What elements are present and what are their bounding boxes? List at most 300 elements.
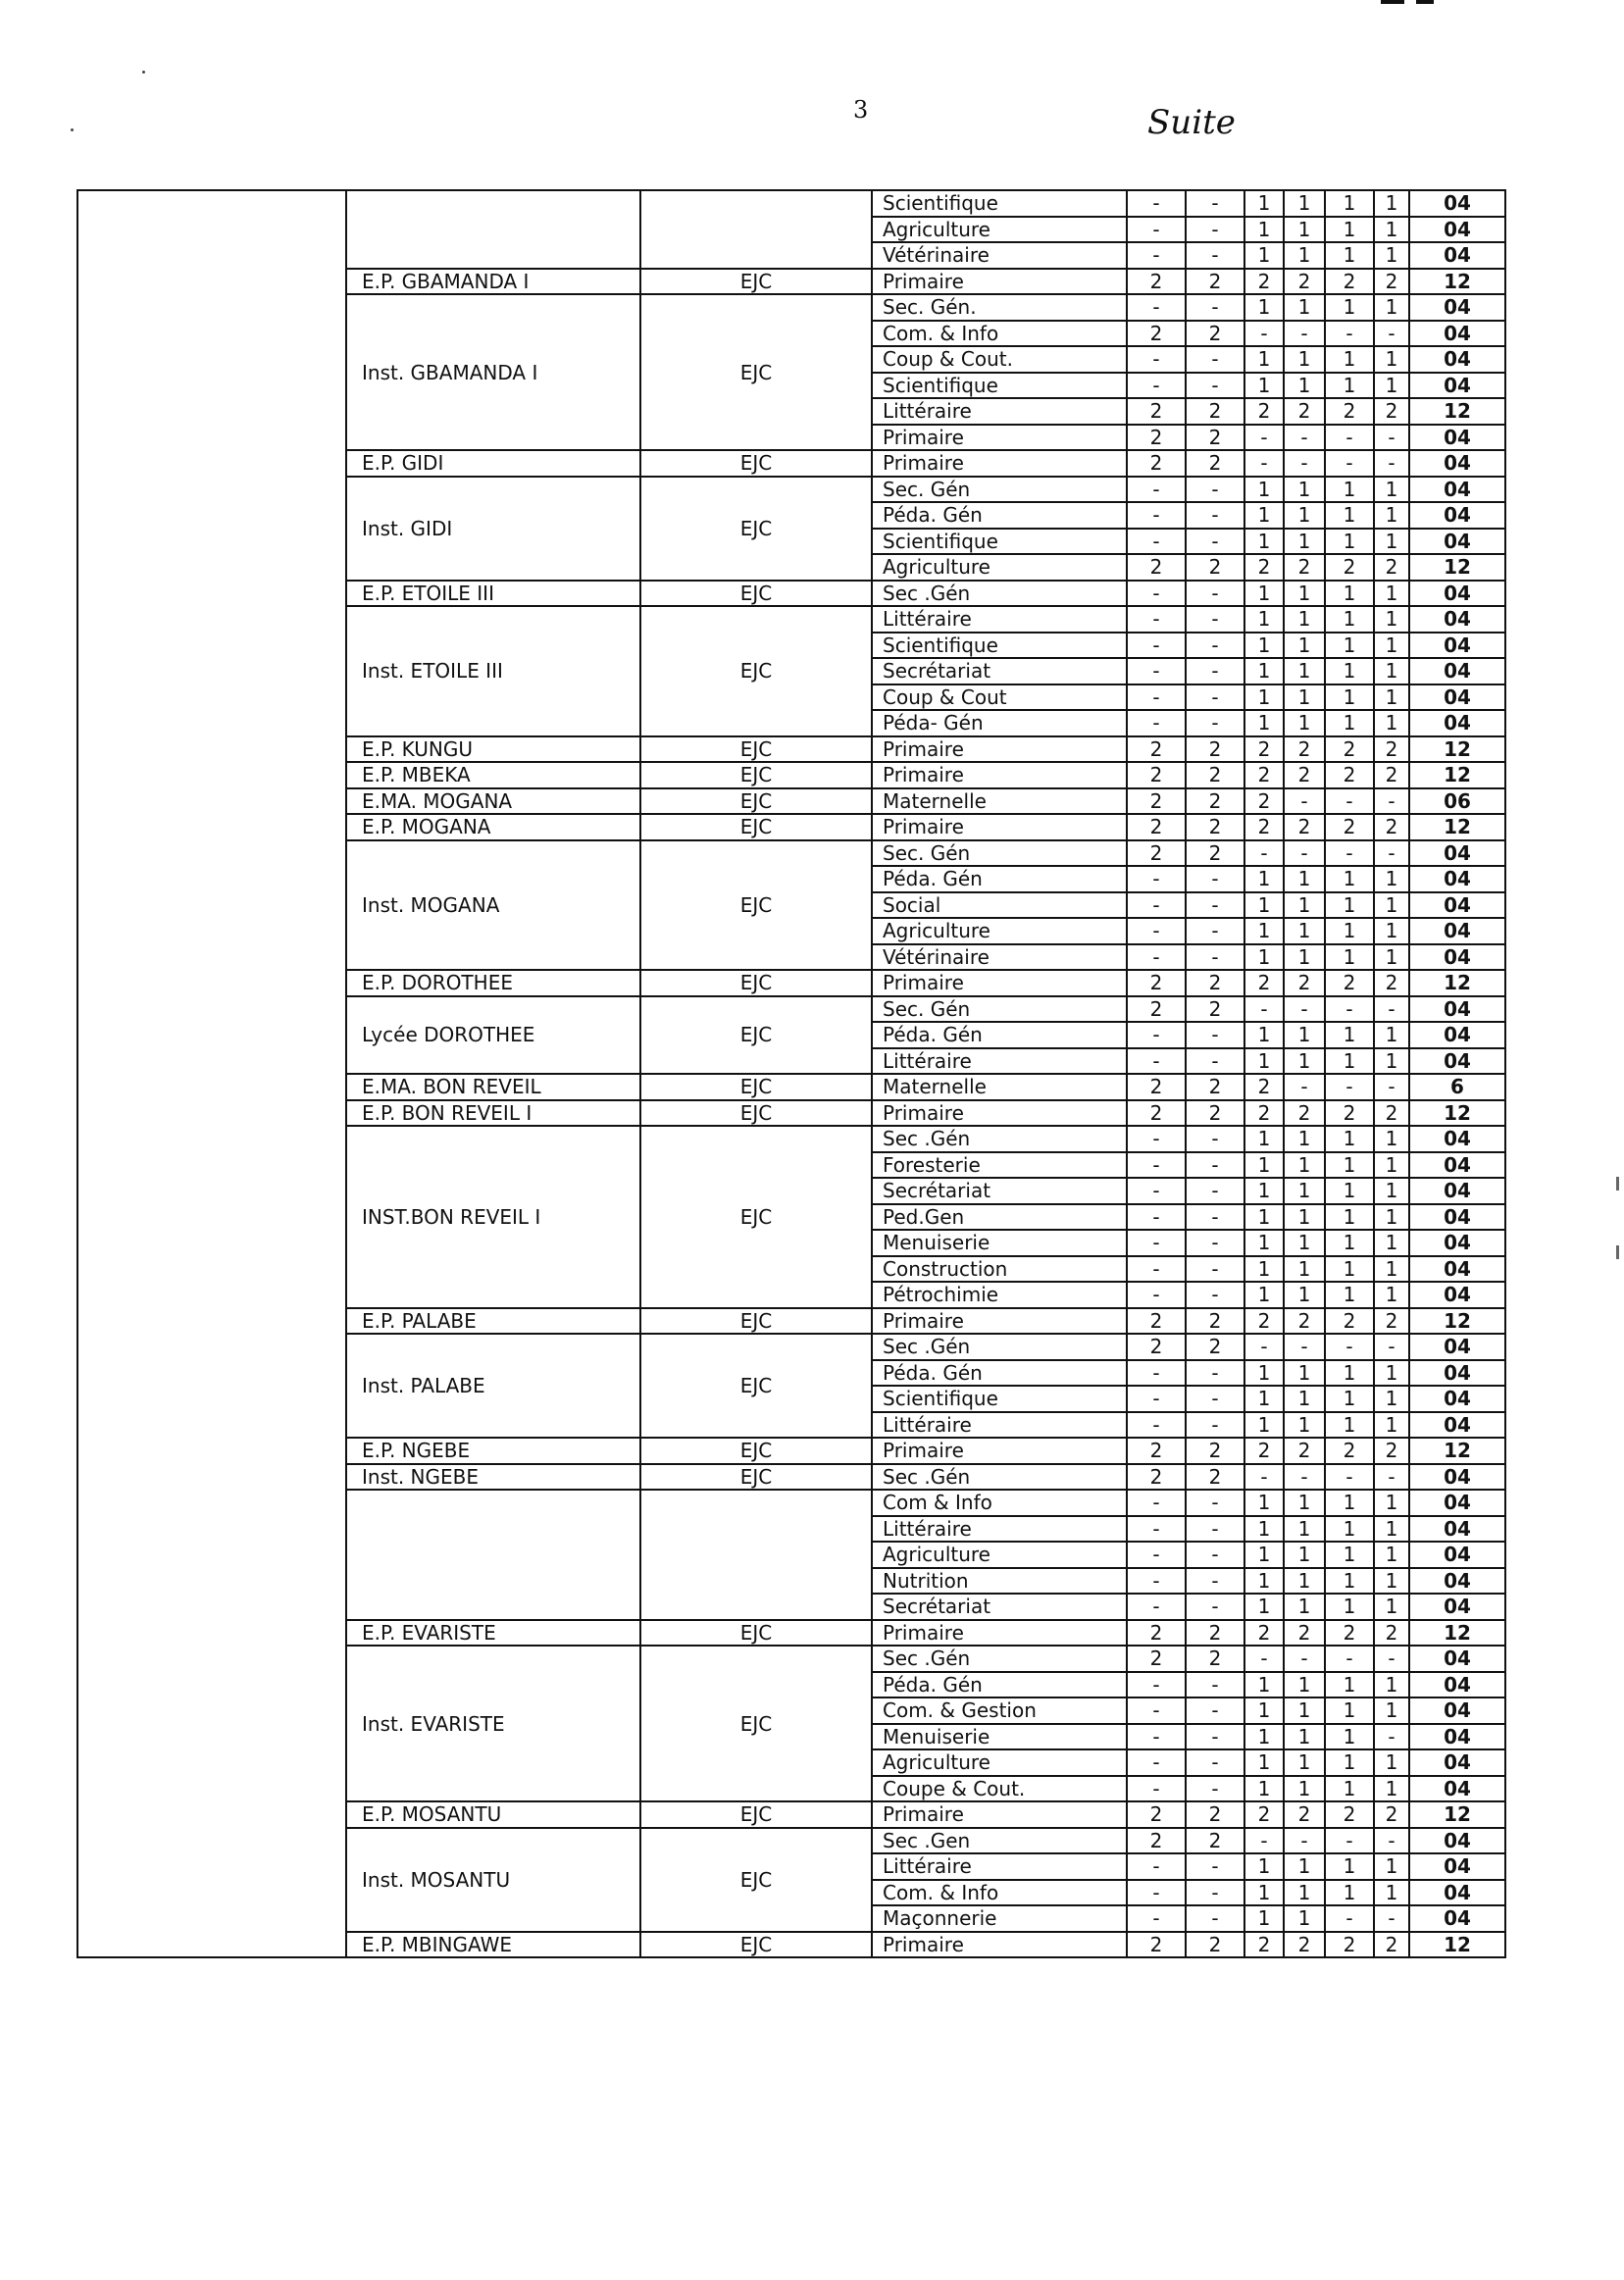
school-name-cell: E.P. PALABE (346, 1308, 640, 1335)
option-cell: Agriculture (872, 217, 1127, 243)
class-count-cell: - (1186, 892, 1244, 919)
total-cell: 04 (1409, 944, 1505, 971)
option-cell: Péda. Gén (872, 866, 1127, 892)
class-count-cell: 1 (1325, 1152, 1374, 1179)
class-count-cell: - (1127, 918, 1186, 944)
class-count-cell: - (1186, 1880, 1244, 1906)
option-cell: Sec. Gén (872, 996, 1127, 1023)
option-cell: Primaire (872, 1932, 1127, 1958)
class-count-cell: 1 (1244, 1282, 1284, 1308)
class-count-cell: 2 (1244, 814, 1284, 840)
class-count-cell: - (1244, 996, 1284, 1023)
class-count-cell: 1 (1284, 1490, 1325, 1516)
class-count-cell: - (1186, 1672, 1244, 1698)
class-count-cell: 1 (1374, 1022, 1409, 1048)
class-count-cell: - (1284, 1646, 1325, 1672)
total-cell: 04 (1409, 1126, 1505, 1152)
option-cell: Coup & Cout (872, 684, 1127, 711)
school-name-cell: Inst. MOSANTU (346, 1828, 640, 1932)
option-cell: Péda. Gén (872, 1672, 1127, 1698)
class-count-cell: 2 (1127, 1438, 1186, 1464)
class-count-cell: 1 (1374, 1594, 1409, 1620)
total-cell: 04 (1409, 1412, 1505, 1439)
option-cell: Littéraire (872, 1048, 1127, 1075)
class-count-cell: - (1127, 1282, 1186, 1308)
class-count-cell: 1 (1325, 658, 1374, 684)
class-count-cell: 1 (1325, 1386, 1374, 1412)
option-cell: Coup & Cout. (872, 346, 1127, 373)
total-cell: 04 (1409, 1905, 1505, 1932)
class-count-cell: 2 (1325, 269, 1374, 295)
class-count-cell: - (1186, 1749, 1244, 1776)
class-count-cell: - (1127, 346, 1186, 373)
class-count-cell: - (1127, 1230, 1186, 1256)
page-number: 3 (853, 96, 869, 124)
class-count-cell: 2 (1244, 736, 1284, 763)
class-count-cell: 2 (1284, 1801, 1325, 1828)
total-cell: 04 (1409, 684, 1505, 711)
total-cell: 04 (1409, 294, 1505, 321)
total-cell: 04 (1409, 1178, 1505, 1204)
class-count-cell: - (1186, 1568, 1244, 1595)
total-cell: 12 (1409, 554, 1505, 581)
option-cell: Péda. Gén (872, 1360, 1127, 1387)
class-count-cell: - (1284, 788, 1325, 815)
class-count-cell: 2 (1284, 1620, 1325, 1647)
class-count-cell: 1 (1325, 1749, 1374, 1776)
class-count-cell: 1 (1244, 1152, 1284, 1179)
school-name-cell: E.P. MOGANA (346, 814, 640, 840)
total-cell: 04 (1409, 710, 1505, 736)
option-cell: Com. & Info (872, 321, 1127, 347)
class-count-cell: 1 (1374, 1776, 1409, 1802)
class-count-cell: 2 (1284, 1932, 1325, 1958)
regime-cell: EJC (640, 1100, 872, 1127)
class-count-cell: - (1127, 373, 1186, 399)
total-cell: 12 (1409, 762, 1505, 788)
class-count-cell: 1 (1374, 1490, 1409, 1516)
class-count-cell: 1 (1374, 1542, 1409, 1568)
total-cell: 04 (1409, 892, 1505, 919)
class-count-cell: 2 (1186, 1334, 1244, 1360)
school-name-cell: E.P. MBINGAWE (346, 1932, 640, 1958)
class-count-cell: 2 (1244, 398, 1284, 425)
class-count-cell: 2 (1325, 1100, 1374, 1127)
school-name-cell: Inst. GIDI (346, 477, 640, 581)
total-cell: 04 (1409, 1282, 1505, 1308)
class-count-cell: 1 (1325, 1256, 1374, 1283)
class-count-cell: 2 (1284, 398, 1325, 425)
class-count-cell: - (1186, 1152, 1244, 1179)
class-count-cell: - (1127, 1490, 1186, 1516)
class-count-cell: 1 (1325, 477, 1374, 503)
regime-cell: EJC (640, 736, 872, 763)
class-count-cell: 1 (1284, 346, 1325, 373)
class-count-cell: 1 (1374, 1256, 1409, 1283)
class-count-cell: - (1325, 321, 1374, 347)
class-count-cell: 1 (1374, 892, 1409, 919)
class-count-cell: 1 (1244, 684, 1284, 711)
class-count-cell: - (1127, 1853, 1186, 1880)
class-count-cell: 1 (1284, 710, 1325, 736)
class-count-cell: - (1186, 944, 1244, 971)
class-count-cell: 2 (1127, 1801, 1186, 1828)
class-count-cell: 1 (1284, 1697, 1325, 1724)
class-count-cell: 1 (1325, 892, 1374, 919)
class-count-cell: 2 (1244, 1801, 1284, 1828)
class-count-cell: - (1374, 450, 1409, 477)
class-count-cell: 1 (1374, 529, 1409, 555)
class-count-cell: 1 (1374, 1126, 1409, 1152)
class-count-cell: 2 (1186, 814, 1244, 840)
class-count-cell: 2 (1127, 788, 1186, 815)
option-cell: Scientifique (872, 529, 1127, 555)
class-count-cell: 1 (1325, 684, 1374, 711)
class-count-cell: - (1127, 1776, 1186, 1802)
class-count-cell: - (1186, 1048, 1244, 1075)
option-cell: Sec. Gén. (872, 294, 1127, 321)
class-count-cell: 2 (1186, 425, 1244, 451)
regime-cell: EJC (640, 840, 872, 971)
class-count-cell: - (1127, 1905, 1186, 1932)
class-count-cell: 1 (1374, 633, 1409, 659)
school-name-cell: E.P. GBAMANDA I (346, 269, 640, 295)
total-cell: 04 (1409, 1568, 1505, 1595)
class-count-cell: 1 (1284, 1905, 1325, 1932)
class-count-cell: - (1244, 321, 1284, 347)
class-count-cell: - (1127, 1880, 1186, 1906)
total-cell: 04 (1409, 1360, 1505, 1387)
class-count-cell: 1 (1284, 1282, 1325, 1308)
class-count-cell: - (1325, 450, 1374, 477)
class-count-cell: 2 (1325, 1932, 1374, 1958)
class-count-cell: 1 (1244, 1126, 1284, 1152)
class-count-cell: - (1186, 1230, 1244, 1256)
class-count-cell: 2 (1284, 1438, 1325, 1464)
class-count-cell: 1 (1284, 294, 1325, 321)
school-name-cell: Inst. MOGANA (346, 840, 640, 971)
school-name-cell: E.P. EVARISTE (346, 1620, 640, 1647)
total-cell: 04 (1409, 1542, 1505, 1568)
class-count-cell: - (1325, 1646, 1374, 1672)
class-count-cell: 1 (1284, 892, 1325, 919)
class-count-cell: - (1186, 1126, 1244, 1152)
school-name-cell: E.MA. MOGANA (346, 788, 640, 815)
class-count-cell: 2 (1244, 970, 1284, 996)
total-cell: 04 (1409, 1048, 1505, 1075)
regime-cell (640, 1490, 872, 1620)
total-cell: 04 (1409, 581, 1505, 607)
class-count-cell: 2 (1127, 736, 1186, 763)
class-count-cell: - (1127, 1412, 1186, 1439)
option-cell: Littéraire (872, 1516, 1127, 1543)
total-cell: 04 (1409, 477, 1505, 503)
regime-cell: EJC (640, 1308, 872, 1335)
total-cell: 04 (1409, 866, 1505, 892)
class-count-cell: 1 (1244, 1853, 1284, 1880)
option-cell: Sec. Gén (872, 840, 1127, 867)
class-count-cell: - (1186, 658, 1244, 684)
class-count-cell: 1 (1284, 684, 1325, 711)
class-count-cell: - (1374, 1074, 1409, 1100)
class-count-cell: 2 (1284, 762, 1325, 788)
class-count-cell: 2 (1374, 1438, 1409, 1464)
class-count-cell: - (1186, 606, 1244, 633)
class-count-cell: - (1325, 1828, 1374, 1854)
class-count-cell: - (1284, 996, 1325, 1023)
option-cell: Sec .Gén (872, 1334, 1127, 1360)
school-name-cell: Inst. EVARISTE (346, 1646, 640, 1801)
class-count-cell: 1 (1374, 373, 1409, 399)
class-count-cell: 1 (1325, 1230, 1374, 1256)
option-cell: Primaire (872, 736, 1127, 763)
class-count-cell: 2 (1127, 1828, 1186, 1854)
class-count-cell: 1 (1374, 1152, 1409, 1179)
class-count-cell: 1 (1244, 633, 1284, 659)
option-cell: Coupe & Cout. (872, 1776, 1127, 1802)
class-count-cell: - (1284, 1074, 1325, 1100)
scan-edge-mark (1616, 1177, 1619, 1191)
class-count-cell: 2 (1374, 554, 1409, 581)
class-count-cell: - (1186, 684, 1244, 711)
class-count-cell: 2 (1325, 1801, 1374, 1828)
class-count-cell: - (1186, 1360, 1244, 1387)
class-count-cell: 2 (1127, 762, 1186, 788)
class-count-cell: - (1325, 788, 1374, 815)
option-cell: Vétérinaire (872, 944, 1127, 971)
class-count-cell: 1 (1374, 346, 1409, 373)
class-count-cell: - (1284, 450, 1325, 477)
class-count-cell: 1 (1325, 529, 1374, 555)
class-count-cell: 1 (1244, 1022, 1284, 1048)
regime-cell: EJC (640, 1334, 872, 1438)
regime-cell: EJC (640, 762, 872, 788)
school-name-cell (346, 190, 640, 269)
class-count-cell: 2 (1374, 1801, 1409, 1828)
option-cell: Scientifique (872, 190, 1127, 217)
class-count-cell: 1 (1374, 1178, 1409, 1204)
class-count-cell: 2 (1325, 814, 1374, 840)
school-name-cell: Inst. ETOILE III (346, 606, 640, 736)
corner-scan-mark (1381, 0, 1404, 4)
option-cell: Agriculture (872, 1749, 1127, 1776)
class-count-cell: - (1284, 425, 1325, 451)
total-cell: 04 (1409, 1152, 1505, 1179)
class-count-cell: 2 (1127, 1334, 1186, 1360)
class-count-cell: 2 (1186, 321, 1244, 347)
class-count-cell: 1 (1325, 633, 1374, 659)
class-count-cell: 1 (1325, 1412, 1374, 1439)
class-count-cell: 1 (1325, 1022, 1374, 1048)
class-count-cell: 1 (1284, 1152, 1325, 1179)
class-count-cell: 2 (1127, 1074, 1186, 1100)
school-name-cell: Lycée DOROTHEE (346, 996, 640, 1075)
class-count-cell: - (1186, 581, 1244, 607)
class-count-cell: 2 (1186, 1620, 1244, 1647)
total-cell: 04 (1409, 1490, 1505, 1516)
class-count-cell: 2 (1127, 321, 1186, 347)
class-count-cell: - (1127, 1152, 1186, 1179)
class-count-cell: 2 (1127, 1308, 1186, 1335)
class-count-cell: 2 (1127, 269, 1186, 295)
class-count-cell: 2 (1244, 1074, 1284, 1100)
class-count-cell: 1 (1374, 606, 1409, 633)
class-count-cell: 1 (1374, 1412, 1409, 1439)
option-cell: Secrétariat (872, 1594, 1127, 1620)
option-cell: Secrétariat (872, 658, 1127, 684)
class-count-cell: 1 (1284, 1568, 1325, 1595)
table-row (77, 190, 1505, 217)
class-count-cell: 1 (1284, 633, 1325, 659)
regime-cell: EJC (640, 970, 872, 996)
class-count-cell: 1 (1244, 1386, 1284, 1412)
class-count-cell: 1 (1374, 944, 1409, 971)
class-count-cell: 2 (1186, 1801, 1244, 1828)
class-count-cell: 2 (1186, 1308, 1244, 1335)
class-count-cell: 1 (1284, 190, 1325, 217)
total-cell: 04 (1409, 1464, 1505, 1491)
class-count-cell: - (1186, 1256, 1244, 1283)
total-cell: 04 (1409, 606, 1505, 633)
class-count-cell: - (1186, 1386, 1244, 1412)
option-cell: Com & Info (872, 1490, 1127, 1516)
regime-cell: EJC (640, 1438, 872, 1464)
class-count-cell: - (1127, 1594, 1186, 1620)
total-cell: 04 (1409, 1022, 1505, 1048)
class-count-cell: 1 (1374, 1282, 1409, 1308)
regime-cell: EJC (640, 294, 872, 450)
option-cell: Primaire (872, 450, 1127, 477)
class-count-cell: - (1127, 1568, 1186, 1595)
class-count-cell: 1 (1325, 1282, 1374, 1308)
class-count-cell: - (1127, 1542, 1186, 1568)
class-count-cell: 2 (1186, 736, 1244, 763)
class-count-cell: 1 (1244, 1230, 1284, 1256)
total-cell: 12 (1409, 1438, 1505, 1464)
class-count-cell: - (1127, 294, 1186, 321)
class-count-cell: 1 (1374, 1672, 1409, 1698)
school-name-cell: E.P. ETOILE III (346, 581, 640, 607)
class-count-cell: 1 (1325, 710, 1374, 736)
class-count-cell: 1 (1325, 1672, 1374, 1698)
option-cell: Vétérinaire (872, 242, 1127, 269)
class-count-cell: 1 (1374, 1048, 1409, 1075)
option-cell: Primaire (872, 1308, 1127, 1335)
class-count-cell: 2 (1186, 1828, 1244, 1854)
class-count-cell: - (1284, 1334, 1325, 1360)
class-count-cell: 2 (1284, 1308, 1325, 1335)
regime-cell: EJC (640, 1620, 872, 1647)
class-count-cell: 1 (1325, 918, 1374, 944)
class-count-cell: 1 (1284, 529, 1325, 555)
school-name-cell: E.P. MOSANTU (346, 1801, 640, 1828)
option-cell: Maçonnerie (872, 1905, 1127, 1932)
total-cell: 04 (1409, 1697, 1505, 1724)
class-count-cell: 1 (1284, 1594, 1325, 1620)
class-count-cell: - (1127, 1360, 1186, 1387)
option-cell: Primaire (872, 814, 1127, 840)
regime-cell: EJC (640, 581, 872, 607)
class-count-cell: - (1186, 373, 1244, 399)
class-count-cell: 2 (1186, 996, 1244, 1023)
class-count-cell: - (1325, 840, 1374, 867)
total-cell: 04 (1409, 1776, 1505, 1802)
class-count-cell: - (1244, 1464, 1284, 1491)
class-count-cell: 1 (1284, 1672, 1325, 1698)
class-count-cell: 1 (1244, 1490, 1284, 1516)
total-cell: 04 (1409, 658, 1505, 684)
class-count-cell: 1 (1244, 294, 1284, 321)
class-count-cell: 1 (1325, 1490, 1374, 1516)
total-cell: 12 (1409, 1620, 1505, 1647)
class-count-cell: 1 (1284, 866, 1325, 892)
total-cell: 12 (1409, 814, 1505, 840)
class-count-cell: - (1325, 996, 1374, 1023)
class-count-cell: 1 (1284, 1126, 1325, 1152)
class-count-cell: 2 (1127, 996, 1186, 1023)
option-cell: Social (872, 892, 1127, 919)
class-count-cell: 1 (1284, 373, 1325, 399)
option-cell: Maternelle (872, 788, 1127, 815)
class-count-cell: 1 (1374, 866, 1409, 892)
class-count-cell: 1 (1325, 1178, 1374, 1204)
option-cell: Primaire (872, 762, 1127, 788)
class-count-cell: 2 (1244, 1308, 1284, 1335)
class-count-cell: 2 (1127, 1620, 1186, 1647)
school-name-cell: E.P. MBEKA (346, 762, 640, 788)
class-count-cell: - (1127, 944, 1186, 971)
class-count-cell: 1 (1244, 1697, 1284, 1724)
class-count-cell: - (1127, 1516, 1186, 1543)
class-count-cell: 2 (1186, 554, 1244, 581)
class-count-cell: 1 (1244, 1905, 1284, 1932)
class-count-cell: 1 (1325, 1594, 1374, 1620)
class-count-cell: 2 (1284, 1100, 1325, 1127)
class-count-cell: 1 (1244, 1672, 1284, 1698)
class-count-cell: 1 (1325, 581, 1374, 607)
class-count-cell: 1 (1244, 606, 1284, 633)
class-count-cell: 2 (1284, 554, 1325, 581)
class-count-cell: 1 (1244, 1568, 1284, 1595)
class-count-cell: 1 (1284, 1230, 1325, 1256)
class-count-cell: 1 (1244, 1412, 1284, 1439)
class-count-cell: 2 (1325, 1308, 1374, 1335)
class-count-cell: 1 (1374, 710, 1409, 736)
total-cell: 04 (1409, 502, 1505, 529)
option-cell: Littéraire (872, 1853, 1127, 1880)
total-cell: 12 (1409, 269, 1505, 295)
class-count-cell: - (1374, 840, 1409, 867)
class-count-cell: 1 (1284, 944, 1325, 971)
class-count-cell: - (1127, 633, 1186, 659)
class-count-cell: 1 (1325, 1776, 1374, 1802)
class-count-cell: - (1127, 1697, 1186, 1724)
corner-scan-mark (1416, 0, 1434, 4)
class-count-cell: 1 (1244, 1360, 1284, 1387)
total-cell: 12 (1409, 1932, 1505, 1958)
class-count-cell: 2 (1244, 1620, 1284, 1647)
total-cell: 04 (1409, 1386, 1505, 1412)
class-count-cell: 1 (1244, 1594, 1284, 1620)
class-count-cell: - (1244, 840, 1284, 867)
total-cell: 04 (1409, 1828, 1505, 1854)
class-count-cell: 1 (1374, 1568, 1409, 1595)
class-count-cell: 2 (1284, 970, 1325, 996)
class-count-cell: 2 (1374, 970, 1409, 996)
class-count-cell: - (1244, 1334, 1284, 1360)
option-cell: Com. & Info (872, 1880, 1127, 1906)
class-count-cell: - (1186, 1178, 1244, 1204)
